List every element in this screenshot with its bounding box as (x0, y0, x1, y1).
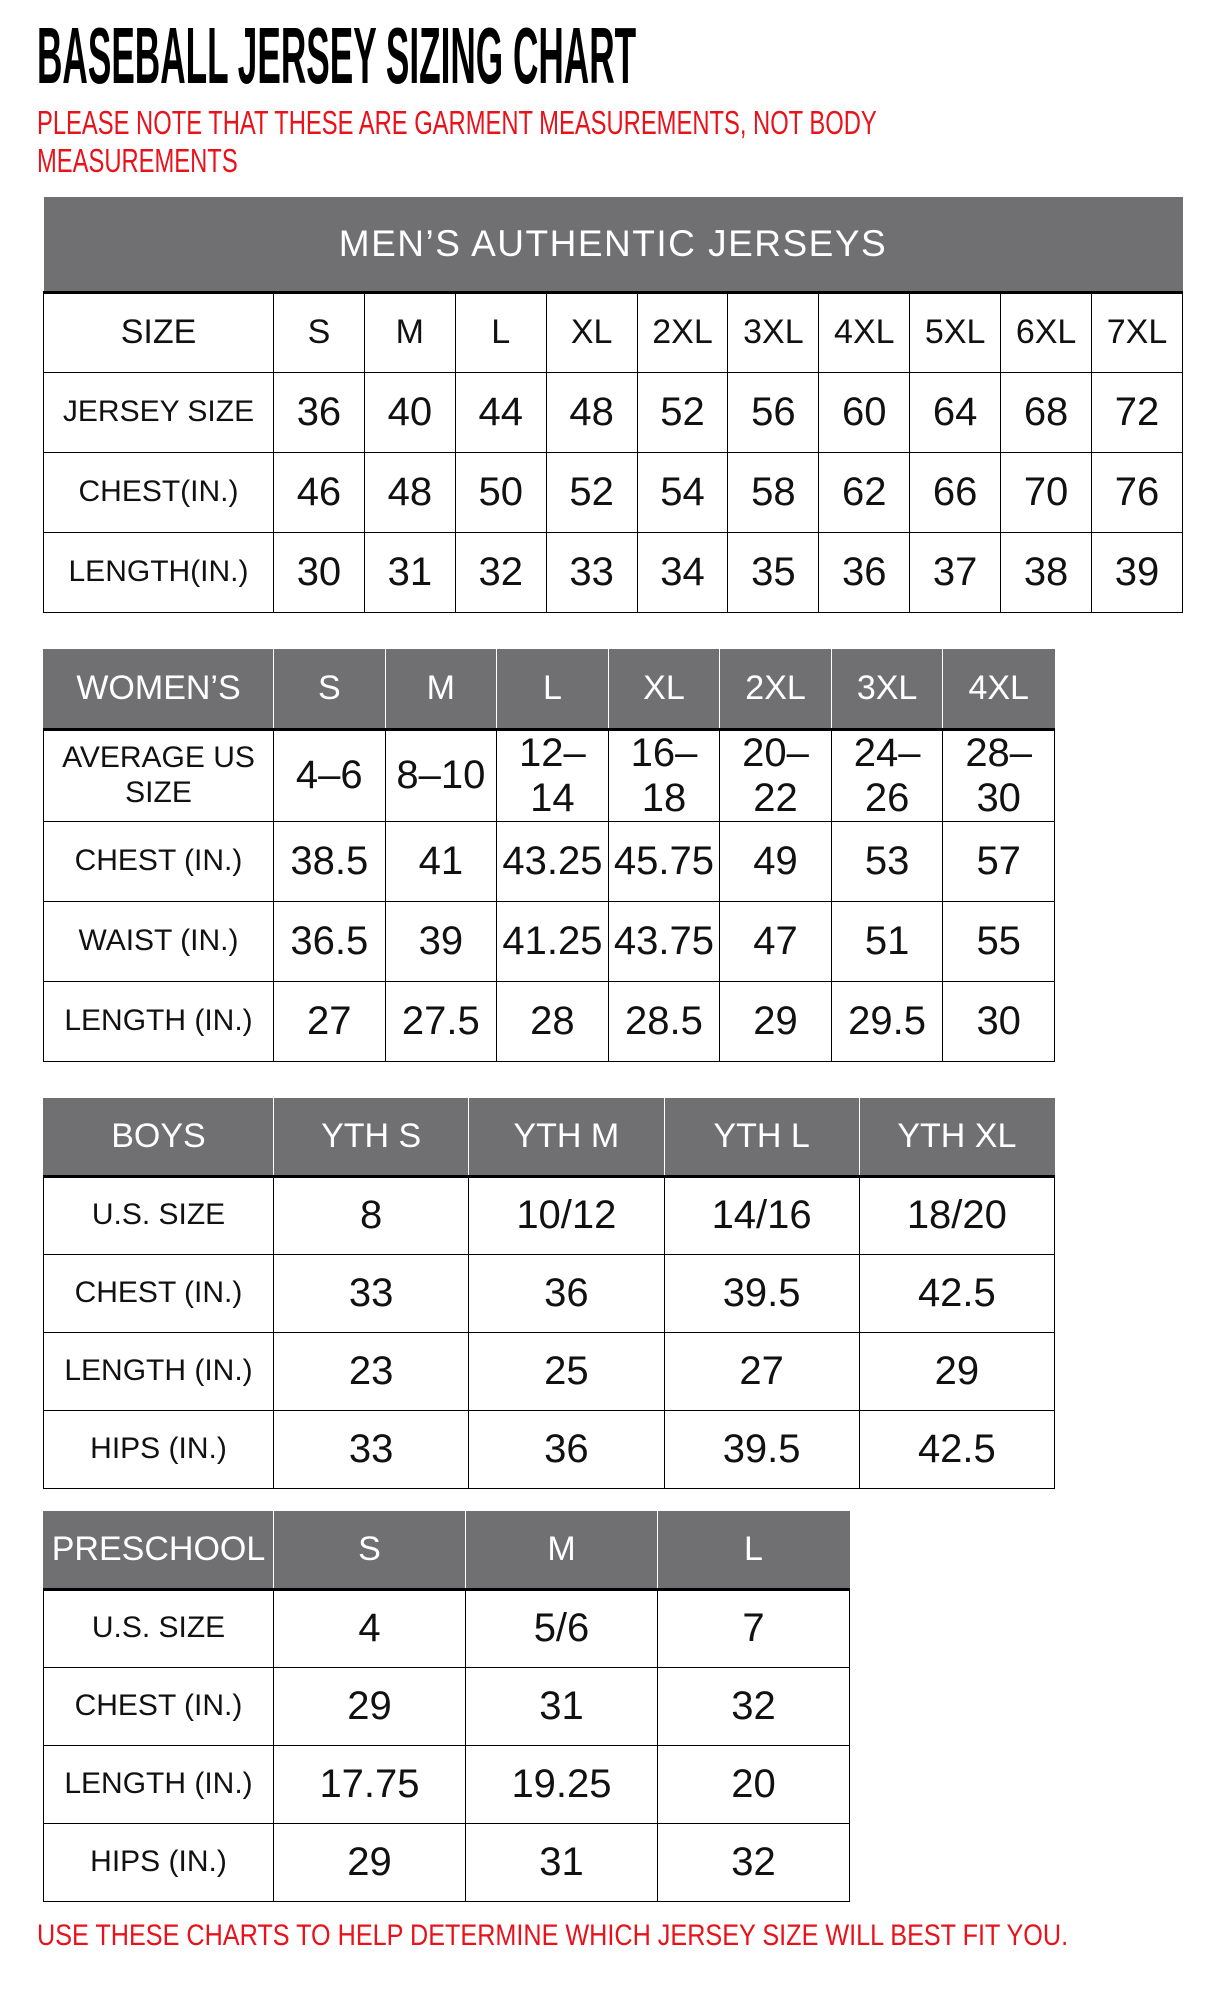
garment-measurements-note: PLEASE NOTE THAT THESE ARE GARMENT MEASUREMENTS, NOT BODY MEASUREMENTS (37, 104, 877, 179)
boys-row-label: LENGTH (IN.) (44, 1332, 274, 1410)
preschool-value-cell: 20 (658, 1745, 850, 1823)
mens-value-cell: 30 (274, 532, 365, 612)
preschool-table-row (44, 1667, 850, 1745)
mens-column-header: 7XL (1092, 292, 1183, 372)
mens-value-cell: 38 (1001, 532, 1092, 612)
boys-value-cell: 14/16 (664, 1176, 859, 1254)
preschool-corner-label: PRESCHOOL (44, 1511, 274, 1589)
womens-column-header: 2XL (720, 649, 832, 729)
boys-sizing-table (43, 1098, 1220, 1489)
boys-value-cell: 42.5 (859, 1254, 1054, 1332)
womens-table-row (44, 901, 1055, 981)
womens-column-header: 4XL (943, 649, 1055, 729)
mens-value-cell: 70 (1001, 452, 1092, 532)
page (0, 11, 1220, 1990)
mens-column-header: XL (546, 292, 637, 372)
mens-sizing-table (43, 197, 1220, 613)
womens-value-cell: 30 (943, 981, 1055, 1061)
mens-value-cell: 36 (274, 372, 365, 452)
mens-table (43, 197, 1183, 613)
mens-value-cell: 34 (637, 532, 728, 612)
womens-value-cell: 39 (385, 901, 497, 981)
mens-value-cell: 50 (455, 452, 546, 532)
womens-corner-label: WOMEN’S (44, 649, 274, 729)
preschool-value-cell: 32 (658, 1667, 850, 1745)
mens-row-label: JERSEY SIZE (44, 372, 274, 452)
boys-table-row (44, 1254, 1055, 1332)
mens-value-cell: 68 (1001, 372, 1092, 452)
womens-value-cell: 16–18 (608, 729, 720, 821)
womens-value-cell: 45.75 (608, 821, 720, 901)
mens-value-cell: 31 (364, 532, 455, 612)
womens-value-cell: 57 (943, 821, 1055, 901)
boys-column-header: YTH M (469, 1098, 664, 1176)
womens-value-cell: 49 (720, 821, 832, 901)
preschool-table (43, 1511, 850, 1902)
mens-value-cell: 62 (819, 452, 910, 532)
mens-band-title: MEN’S AUTHENTIC JERSEYS (44, 197, 1183, 292)
boys-value-cell: 42.5 (859, 1410, 1054, 1488)
preschool-value-cell: 32 (658, 1823, 850, 1901)
womens-row-label: CHEST (IN.) (44, 821, 274, 901)
mens-value-cell: 35 (728, 532, 819, 612)
womens-value-cell: 29 (720, 981, 832, 1061)
boys-table (43, 1098, 1055, 1489)
boys-value-cell: 33 (274, 1410, 469, 1488)
preschool-sizing-table (43, 1511, 1220, 1902)
mens-value-cell: 64 (910, 372, 1001, 452)
womens-value-cell: 28 (497, 981, 609, 1061)
womens-value-cell: 20–22 (720, 729, 832, 821)
mens-row-label: CHEST(IN.) (44, 452, 274, 532)
mens-value-cell: 72 (1092, 372, 1183, 452)
womens-value-cell: 51 (831, 901, 943, 981)
boys-table-row (44, 1332, 1055, 1410)
womens-value-cell: 28.5 (608, 981, 720, 1061)
womens-value-cell: 43.25 (497, 821, 609, 901)
womens-value-cell: 8–10 (385, 729, 497, 821)
preschool-value-cell: 17.75 (274, 1745, 466, 1823)
preschool-row-label: U.S. SIZE (44, 1589, 274, 1667)
womens-value-cell: 24–26 (831, 729, 943, 821)
boys-value-cell: 36 (469, 1410, 664, 1488)
boys-value-cell: 23 (274, 1332, 469, 1410)
womens-column-header: M (385, 649, 497, 729)
womens-column-header: XL (608, 649, 720, 729)
mens-value-cell: 32 (455, 532, 546, 612)
boys-column-header: YTH S (274, 1098, 469, 1176)
boys-value-cell: 39.5 (664, 1410, 859, 1488)
womens-sizing-table (43, 649, 1220, 1062)
mens-column-header: 5XL (910, 292, 1001, 372)
womens-value-cell: 27.5 (385, 981, 497, 1061)
boys-row-label: U.S. SIZE (44, 1176, 274, 1254)
boys-row-label: HIPS (IN.) (44, 1410, 274, 1488)
mens-table-row (44, 452, 1183, 532)
mens-value-cell: 46 (274, 452, 365, 532)
mens-value-cell: 39 (1092, 532, 1183, 612)
preschool-value-cell: 4 (274, 1589, 466, 1667)
mens-value-cell: 56 (728, 372, 819, 452)
boys-value-cell: 8 (274, 1176, 469, 1254)
mens-column-header: L (455, 292, 546, 372)
boys-value-cell: 10/12 (469, 1176, 664, 1254)
womens-value-cell: 27 (274, 981, 386, 1061)
preschool-table-row (44, 1823, 850, 1901)
preschool-value-cell: 19.25 (466, 1745, 658, 1823)
mens-value-cell: 58 (728, 452, 819, 532)
mens-column-header: 2XL (637, 292, 728, 372)
mens-value-cell: 52 (546, 452, 637, 532)
page-title: BASEBALL JERSEY SIZING CHART (37, 11, 637, 100)
preschool-table-row (44, 1745, 850, 1823)
womens-value-cell: 4–6 (274, 729, 386, 821)
mens-value-cell: 36 (819, 532, 910, 612)
womens-value-cell: 38.5 (274, 821, 386, 901)
mens-value-cell: 54 (637, 452, 728, 532)
womens-value-cell: 47 (720, 901, 832, 981)
boys-row-label: CHEST (IN.) (44, 1254, 274, 1332)
womens-table-row (44, 729, 1055, 821)
boys-value-cell: 29 (859, 1332, 1054, 1410)
preschool-value-cell: 29 (274, 1667, 466, 1745)
boys-table-row (44, 1410, 1055, 1488)
womens-value-cell: 55 (943, 901, 1055, 981)
boys-value-cell: 33 (274, 1254, 469, 1332)
mens-column-header: 4XL (819, 292, 910, 372)
womens-value-cell: 28–30 (943, 729, 1055, 821)
womens-row-label: AVERAGE US SIZE (44, 729, 274, 821)
mens-value-cell: 52 (637, 372, 728, 452)
boys-column-header: YTH XL (859, 1098, 1054, 1176)
preschool-value-cell: 7 (658, 1589, 850, 1667)
fit-advice-footer: USE THESE CHARTS TO HELP DETERMINE WHICH JERSEY SIZE WILL BEST FIT YOU. (37, 1918, 1069, 1952)
preschool-column-header: L (658, 1511, 850, 1589)
preschool-row-label: CHEST (IN.) (44, 1667, 274, 1745)
preschool-value-cell: 29 (274, 1823, 466, 1901)
boys-column-header: YTH L (664, 1098, 859, 1176)
mens-table-row (44, 532, 1183, 612)
womens-row-label: WAIST (IN.) (44, 901, 274, 981)
mens-column-header: 3XL (728, 292, 819, 372)
preschool-table-row (44, 1589, 850, 1667)
mens-column-header: M (364, 292, 455, 372)
mens-table-row (44, 372, 1183, 452)
mens-corner-label: SIZE (44, 292, 274, 372)
boys-table-row (44, 1176, 1055, 1254)
preschool-row-label: HIPS (IN.) (44, 1823, 274, 1901)
womens-column-header: S (274, 649, 386, 729)
boys-value-cell: 27 (664, 1332, 859, 1410)
preschool-column-header: S (274, 1511, 466, 1589)
mens-value-cell: 33 (546, 532, 637, 612)
mens-row-label: LENGTH(IN.) (44, 532, 274, 612)
womens-value-cell: 29.5 (831, 981, 943, 1061)
mens-value-cell: 48 (546, 372, 637, 452)
womens-value-cell: 53 (831, 821, 943, 901)
womens-table-row (44, 821, 1055, 901)
womens-column-header: L (497, 649, 609, 729)
mens-value-cell: 40 (364, 372, 455, 452)
mens-value-cell: 76 (1092, 452, 1183, 532)
mens-value-cell: 66 (910, 452, 1001, 532)
boys-value-cell: 18/20 (859, 1176, 1054, 1254)
mens-value-cell: 44 (455, 372, 546, 452)
womens-row-label: LENGTH (IN.) (44, 981, 274, 1061)
preschool-column-header: M (466, 1511, 658, 1589)
preschool-value-cell: 31 (466, 1667, 658, 1745)
mens-column-header: S (274, 292, 365, 372)
womens-value-cell: 12–14 (497, 729, 609, 821)
preschool-row-label: LENGTH (IN.) (44, 1745, 274, 1823)
womens-value-cell: 41.25 (497, 901, 609, 981)
preschool-value-cell: 31 (466, 1823, 658, 1901)
boys-value-cell: 36 (469, 1254, 664, 1332)
boys-corner-label: BOYS (44, 1098, 274, 1176)
mens-value-cell: 37 (910, 532, 1001, 612)
mens-value-cell: 48 (364, 452, 455, 532)
womens-value-cell: 43.75 (608, 901, 720, 981)
womens-table-row (44, 981, 1055, 1061)
mens-column-header: 6XL (1001, 292, 1092, 372)
womens-value-cell: 36.5 (274, 901, 386, 981)
mens-value-cell: 60 (819, 372, 910, 452)
womens-table (43, 649, 1055, 1062)
preschool-value-cell: 5/6 (466, 1589, 658, 1667)
boys-value-cell: 39.5 (664, 1254, 859, 1332)
womens-column-header: 3XL (831, 649, 943, 729)
boys-value-cell: 25 (469, 1332, 664, 1410)
womens-value-cell: 41 (385, 821, 497, 901)
